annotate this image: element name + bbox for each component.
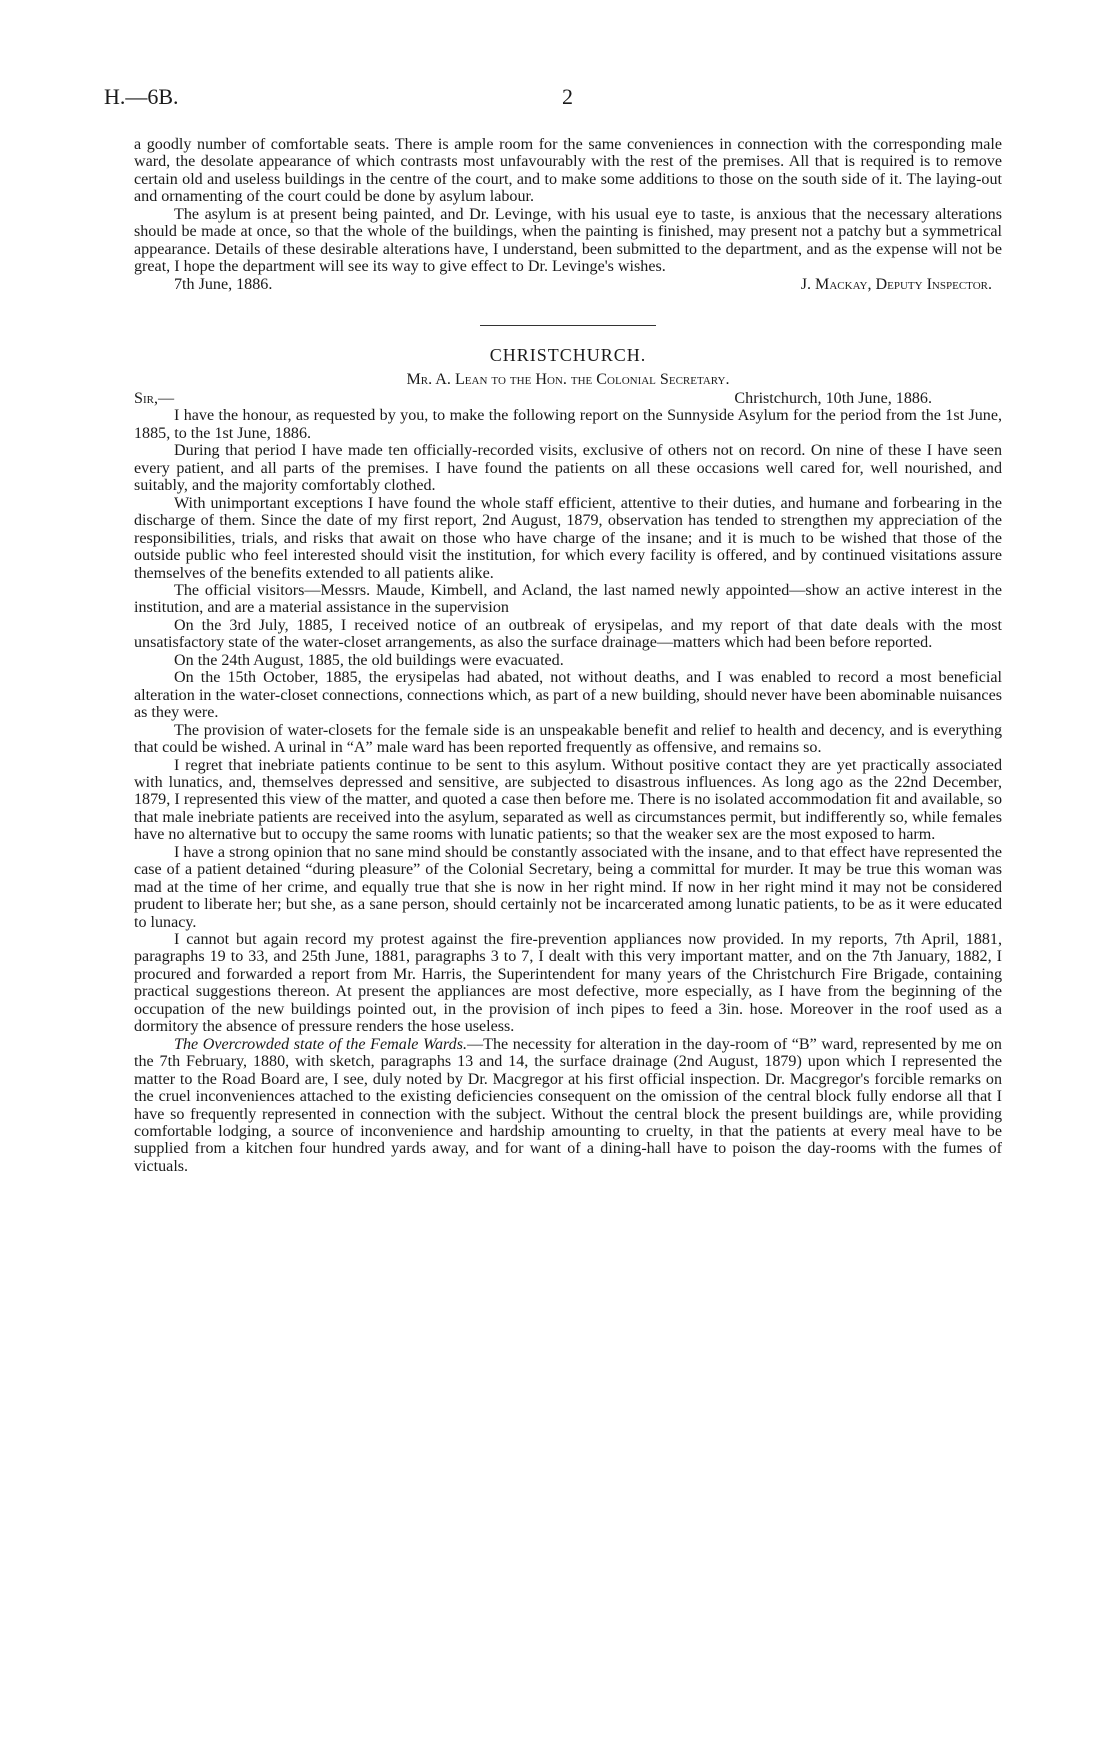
overcrowded-wards-text: —The necessity for alteration in the day-room of “B” ward, represented by me on the 7th February, 1880, with sketch, paragraphs 13 and 14, the surface drainage (2nd August, 1879) upon which I represented the matter to the Road Board are, I see, duly noted by Dr. Macgregor at his first official inspection. Dr. Macgregor's forcible remarks on the cruel inconveniences attached to the existing deficiencies consequent on the omission of the central block fully endorse all that I have so frequently represented in connection with the subject. Without the central block the present buildings are, while providing comfortable lodging, a source of inconvenience and hardship amounting to cruelty, in that the patients at every meal have to be supplied from a kitchen four hundred yards away, and for want of a dining-hall have to poison the day-rooms with the fumes of victuals.: [134, 1035, 1002, 1175]
auckland-signature-line: [134, 276, 1002, 293]
letter-paragraph-1: I have the honour, as requested by you, to make the following report on the Sunnyside Asylum for the period from the 1st June, 1885, to the 1st June, 1886.: [134, 407, 1002, 442]
letter-place-date: Christchurch, 10th June, 1886.: [734, 389, 932, 407]
auckland-paragraph-2: The asylum is at present being painted, and Dr. Levinge, with his usual eye to taste, is anxious that the necessary alterations should be made at once, so that the whole of the buildings, when the painting is finished, may present not a patchy but a symmetrical appearance. Details of these desirable alterations have, I understand, been submitted to the department, and as the expense will not be great, I hope the department will see its way to give effect to Dr. Levinge's wishes.: [134, 205, 1002, 276]
page-number: 2: [562, 84, 573, 109]
auckland-date: 7th June, 1886.: [174, 275, 273, 293]
letter-paragraph-12: [134, 1036, 1002, 1176]
letter-paragraph-6: On the 24th August, 1885, the old buildings were evacuated.: [174, 651, 564, 669]
auckland-paragraph-1: a goodly number of comfortable seats. There is ample room for the same conveniences in connection with the corresponding male ward, the desolate appearance of which contrasts most unfavourably with the rest of the premises. All that is required is to remove certain old and useless buildings in the centre of the court, and to make some additions to those on the south side of it. The laying-out and ornamenting of the court could be done by asylum labour.: [134, 136, 1002, 206]
letter-paragraph-9: I regret that inebriate patients continue to be sent to this asylum. Without positive contact they are yet practically associated with lunatics, and, themselves depressed and sensitive, are subjected to disastrous influences. As long ago as the 22nd December, 1879, I represented this view of the matter, and quoted a case then before me. There is no isolated accommodation fit and available, so that male inebriate patients are received into the asylum, separated as well as circumstances permit, but indifferently so, while females have no alternative but to occupy the same rooms with lunatic patients; so that the weaker sex are the most exposed to harm.: [134, 756, 1002, 844]
section-heading: CHRISTCHURCH.: [489, 345, 647, 366]
report-reference: H.—6B.: [104, 84, 179, 109]
letter-paragraph-7: On the 15th October, 1885, the erysipelas had abated, not without deaths, and I was enabled to record a most beneficial alteration in the water-closet connections, connections which, as part of a new building, should never have been abominable nuisances as they were.: [134, 669, 1002, 722]
letter-paragraph-5: On the 3rd July, 1885, I received notice of an outbreak of erysipelas, and my report of that date deals with the most unsatisfactory state of the water-closet arrangements, as also the surface drainage—matters which had been before reported.: [134, 616, 1002, 652]
letter-paragraph-10: I have a strong opinion that no sane mind should be constantly associated with the insane, and to that effect have represented the case of a patient detained “during pleasure” of the Colonial Secretary, being a committal for murder. It may be true this woman was mad at the time of her crime, and equally true that she is now in her right mind. If now in her right mind it may not be considered prudent to liberate her; but she, as a sane person, should certainly not be incarcerated among lunatic patients, to be as it were educated to lunacy.: [134, 843, 1002, 931]
letter-paragraph-3: With unimportant exceptions I have found the whole staff efficient, attentive to their duties, and humane and forbearing in the discharge of them. Since the date of my first report, 2nd August, 1879, observation has tended to strengthen my appreciation of the responsibilities, trials, and risks that await on those who have charge of the insane; and it is much to be wished that those of the outside public who feel interested should visit the institution, for which every facility is offered, and by continued visitations assure themselves of the benefits extended to all patients alike.: [134, 494, 1002, 582]
document-body: [134, 136, 1002, 1175]
letter-paragraph-4: The official visitors—Messrs. Maude, Kimbell, and Acland, the last named newly appointed—show an active interest in the institution, and are a material assistance in the supervision: [134, 581, 1002, 617]
letter-subheading: Mr. A. Lean to the Hon. the Colonial Secretary.: [406, 370, 730, 388]
letter-paragraph-8: The provision of water-closets for the female side is an unspeakable benefit and relief to health and decency, and is everything that could be wished. A urinal in “A” male ward has been reported frequently as offensive, and remains so.: [134, 721, 1002, 757]
overcrowded-wards-lead: The Overcrowded state of the Female Wards.: [174, 1035, 468, 1053]
salutation: Sir,—: [134, 389, 175, 407]
letter-paragraph-11: I cannot but again record my protest against the fire-prevention appliances now provided. In my reports, 7th April, 1881, paragraphs 19 to 33, and 25th June, 1881, paragraphs 3 to 7, I dealt with this very important matter, and on the 7th January, 1882, I procured and forwarded a report from Mr. Harris, the Superintendent for many years of the Christchurch Fire Brigade, containing practical suggestions thereon. At present the appliances are most defective, more especially, as I have from the beginning of the occupation of the new buildings pointed out, in the provision of inch pipes to feed a 3in. hose. Moreover in the roof used as a dormitory the absence of pressure renders the hose useless.: [134, 931, 1002, 1036]
salutation-line: [134, 390, 1002, 407]
section-divider: [480, 325, 656, 326]
auckland-signature: J. Mackay, Deputy Inspector.: [800, 275, 992, 293]
letter-paragraph-2: During that period I have made ten officially-recorded visits, exclusive of others not on record. On nine of these I have seen every patient, and all parts of the premises. I have found the patients on all these occasions well cared for, well nourished, and suitably, and the majority comfortably clothed.: [134, 442, 1002, 495]
